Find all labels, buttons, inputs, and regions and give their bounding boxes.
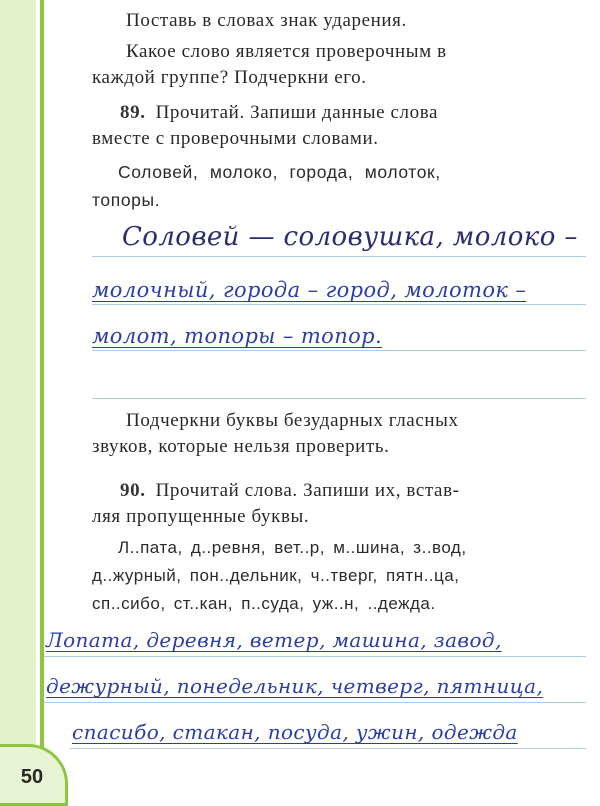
ruling-line (70, 748, 586, 749)
exercise-90-instructions (92, 478, 586, 530)
word-line: сп..сибо, ст..кан, п..суда, уж..н, ..дежда. (92, 594, 436, 613)
word-line: топоры. (92, 190, 161, 210)
ruling-line (92, 256, 586, 257)
exercise-90-instruction: ляя пропущенные буквы. (92, 506, 310, 527)
handwritten-answer: Лопата, деревня, ветер, машина, завод, (46, 628, 502, 652)
handwritten-answer: дежурный, понедельник, четверг, пятница, (46, 674, 544, 698)
ruling-line (92, 350, 586, 351)
handwritten-answer: Соловей — соловушка, молоко – (122, 222, 578, 252)
exercise-89-followup (92, 408, 586, 460)
intro-line: Поставь в словах знак ударения. (126, 10, 407, 31)
word-line: д..журный, пон..дельник, ч..тверг, пятн..ца, (92, 566, 460, 585)
margin-rule (40, 0, 44, 800)
followup-line: Подчеркни буквы безударных гласных (126, 410, 459, 431)
exercise-89-instruction: Прочитай. Запиши данные слова (155, 102, 439, 123)
intro-instructions (92, 8, 586, 91)
ruling-line (92, 304, 586, 305)
handwritten-answer: спасибо, стакан, посуда, ужин, одежда (72, 720, 518, 744)
word-line: Соловей, молоко, города, молоток, (118, 162, 441, 182)
intro-line: каждой группе? Подчеркни его. (92, 67, 367, 88)
margin-strip (0, 0, 36, 800)
exercise-90-instruction: Прочитай слова. Запиши их, встав- (155, 480, 460, 501)
exercise-90-number: 90. (120, 480, 146, 501)
handwritten-answer: молочный, города – город, молоток – (92, 278, 527, 302)
exercise-89-instructions (92, 100, 586, 152)
page-number: 50 (20, 766, 44, 788)
ruling-line (92, 398, 586, 399)
followup-line: звуков, которые нельзя проверить. (92, 436, 390, 457)
handwritten-answer: молот, топоры – топор. (92, 324, 383, 348)
exercise-89-instruction: вместе с проверочными словами. (92, 128, 379, 149)
exercise-89-number: 89. (120, 102, 146, 123)
exercise-89-words (92, 158, 586, 214)
ruling-line (44, 656, 586, 657)
intro-line: Какое слово является проверочным в (126, 41, 447, 62)
word-line: Л..пата, д..ревня, вет..р, м..шина, з..вод, (118, 538, 467, 557)
ruling-line (44, 702, 586, 703)
exercise-90-words (92, 534, 586, 618)
